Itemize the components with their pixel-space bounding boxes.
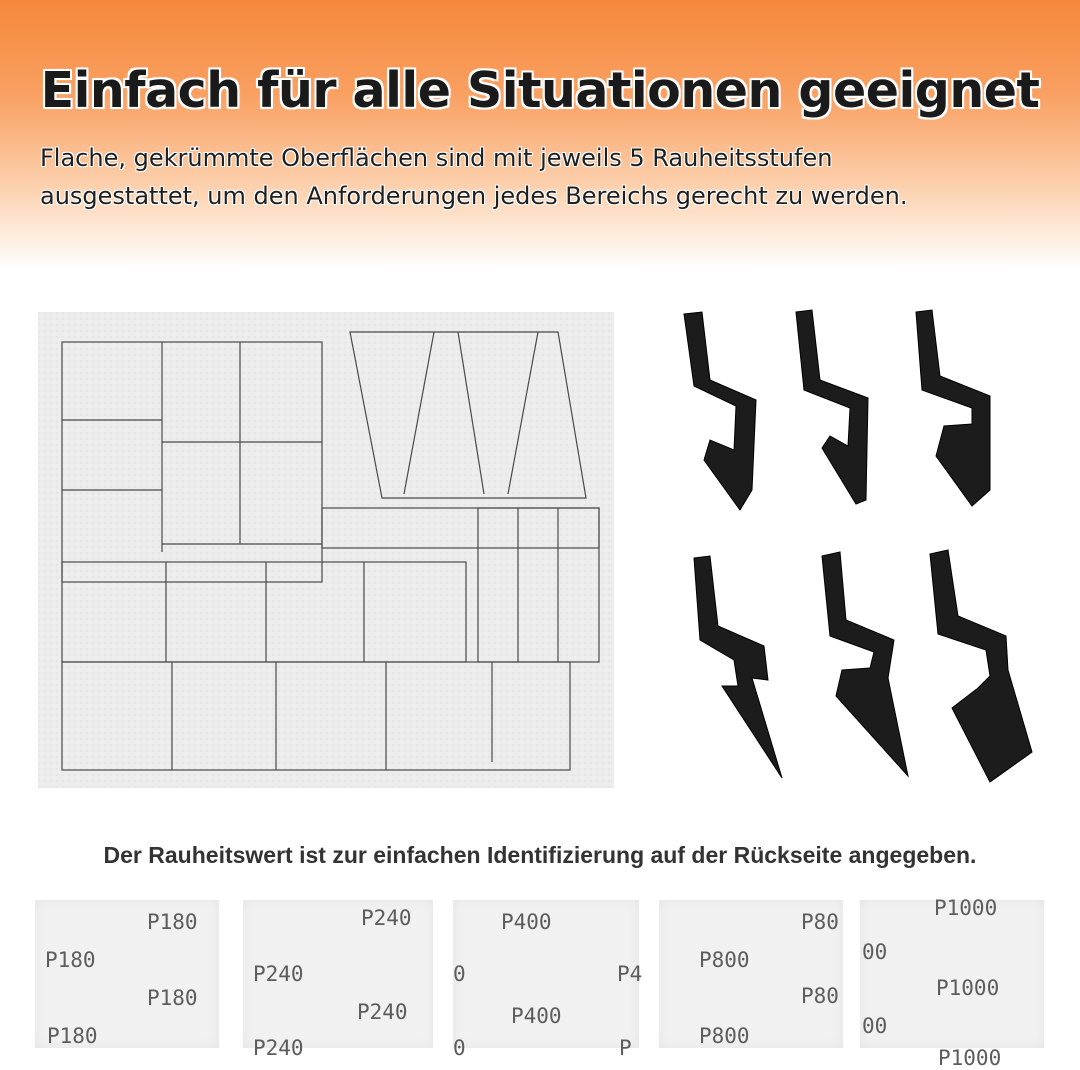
grit-label: P80	[801, 910, 839, 934]
grit-label: P1000	[934, 896, 998, 920]
subtitle-line-1: Flache, gekrümmte Oberflächen sind mit jeweils 5 Rauheitsstufen	[40, 144, 833, 172]
grit-sample-strip	[0, 895, 1080, 1070]
sample-p240	[243, 900, 433, 1060]
tool-flat-wide	[930, 550, 1032, 782]
grit-label: P180	[147, 986, 198, 1010]
tool-flat-1	[916, 310, 990, 506]
grit-label: P180	[147, 910, 198, 934]
tool-wedge-1	[694, 556, 782, 778]
tool-rounded-2	[796, 310, 868, 504]
sample-p800	[659, 900, 843, 1048]
header-band	[0, 0, 1080, 270]
caption: Der Rauheitswert ist zur einfachen Identifizierung auf der Rückseite angegeben.	[103, 842, 977, 868]
grit-label: P400	[511, 1004, 562, 1028]
grit-label: P1000	[938, 1046, 1002, 1070]
grit-label: P800	[699, 1024, 750, 1048]
sanding-tools-image	[660, 300, 1060, 800]
page-title: Einfach für alle Situationen geeignet	[40, 62, 1040, 119]
grit-label: P240	[253, 1036, 304, 1060]
grit-label: P800	[699, 948, 750, 972]
grit-label: P80	[801, 984, 839, 1008]
grit-label: P	[619, 1036, 632, 1060]
grit-label: P240	[357, 1000, 408, 1024]
grit-label: P1000	[936, 976, 1000, 1000]
tool-rounded-1	[684, 312, 756, 510]
subtitle-line-2: ausgestattet, um den Anforderungen jedes Bereichs gerecht zu werden.	[40, 182, 908, 210]
grit-label: P180	[45, 948, 96, 972]
grit-label: 0	[453, 1036, 466, 1060]
grit-label: P4	[617, 962, 643, 986]
tool-wedge-2	[822, 552, 908, 776]
sample-p1000	[860, 896, 1044, 1070]
grit-label: 0	[453, 962, 466, 986]
sample-p400	[453, 900, 643, 1060]
sample-p180	[35, 900, 219, 1048]
grit-label: 00	[862, 940, 888, 964]
grit-label: P180	[47, 1024, 98, 1048]
sandpaper-sheet-image	[38, 312, 614, 788]
grit-label: 00	[862, 1014, 888, 1038]
grit-label: P240	[253, 962, 304, 986]
grit-label: P240	[361, 906, 412, 930]
grit-label: P400	[501, 910, 552, 934]
